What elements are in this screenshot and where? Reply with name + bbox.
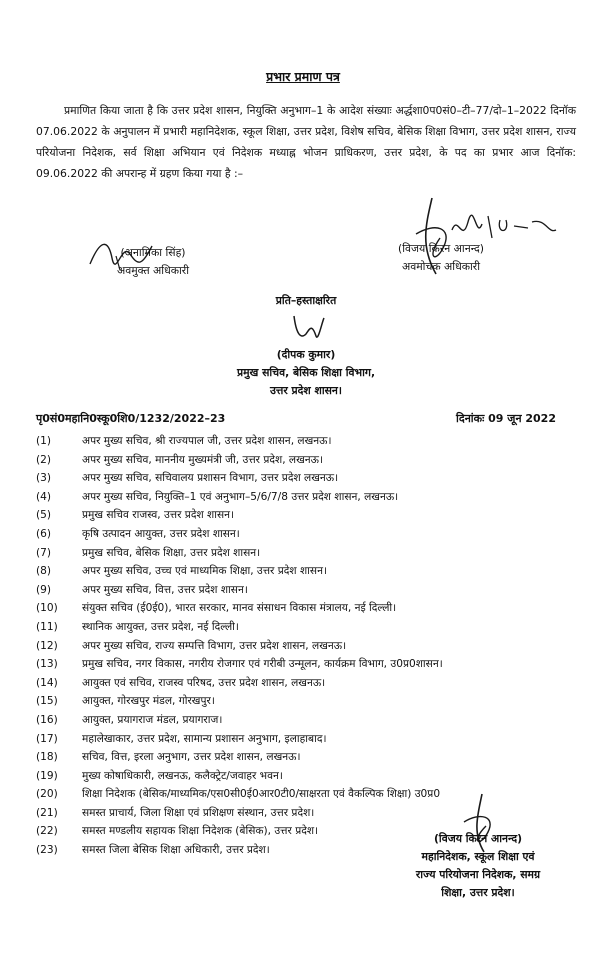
recipient-item bbox=[36, 506, 576, 525]
recipient-item bbox=[36, 525, 576, 544]
recipient-number: (18) bbox=[36, 751, 58, 764]
recipient-text: समस्त प्राचार्य, जिला शिक्षा एवं प्रशिक्षण संस्थान, उत्तर प्रदेश। bbox=[82, 806, 315, 819]
recipient-number: (5) bbox=[36, 509, 52, 522]
recipient-text: मुख्य कोषाधिकारी, लखनऊ, कलैक्ट्रेट/जवाहर भवन। bbox=[82, 769, 283, 782]
recipient-number: (4) bbox=[36, 490, 52, 503]
recipient-number: (23) bbox=[36, 844, 58, 857]
recipient-text: संयुक्त सचिव (ई0ई0), भारत सरकार, मानव संसाधन विकास मंत्रालय, नई दिल्ली। bbox=[82, 602, 397, 615]
recipient-item bbox=[36, 767, 576, 786]
recipient-item bbox=[36, 748, 576, 767]
recipient-number: (8) bbox=[36, 565, 52, 578]
final-signatory-line-1: महानिदेशक, स्कूल शिक्षा एवं bbox=[421, 850, 535, 863]
recipient-number: (9) bbox=[36, 583, 52, 596]
final-signatory-block bbox=[380, 830, 576, 902]
final-signatory-line-3: शिक्षा, उत्तर प्रदेश। bbox=[441, 886, 515, 899]
recipient-text: आयुक्त, गोरखपुर मंडल, गोरखपुर। bbox=[82, 695, 215, 708]
relieved-officer-role: अवमुक्त अधिकारी bbox=[116, 264, 190, 277]
recipient-number: (22) bbox=[36, 825, 58, 838]
recipient-number: (16) bbox=[36, 713, 58, 726]
recipient-number: (7) bbox=[36, 546, 52, 559]
recipient-item bbox=[36, 488, 576, 507]
recipient-text: सचिव, वित्त, इरला अनुभाग, उत्तर प्रदेश शासन, लखनऊ। bbox=[82, 751, 301, 764]
recipient-text: महालेखाकार, उत्तर प्रदेश, सामान्य प्रशासन अनुभाग, इलाहाबाद। bbox=[82, 732, 327, 745]
document-title: प्रभार प्रमाण पत्र bbox=[266, 69, 340, 84]
recipient-item bbox=[36, 730, 576, 749]
recipient-item bbox=[36, 674, 576, 693]
recipient-number: (2) bbox=[36, 453, 52, 466]
recipient-item bbox=[36, 599, 576, 618]
recipient-text: कृषि उत्पादन आयुक्त, उत्तर प्रदेश शासन। bbox=[82, 527, 240, 540]
recipient-number: (3) bbox=[36, 472, 52, 485]
recipient-text: अपर मुख्य सचिव, नियुक्ति–1 एवं अनुभाग–5/6/7/8 उत्तर प्रदेश शासन, लखनऊ। bbox=[82, 490, 399, 503]
final-signatory-line-2: राज्य परियोजना निदेशक, समग्र bbox=[415, 868, 541, 881]
relieving-officer-block bbox=[366, 240, 516, 276]
recipient-item bbox=[36, 618, 576, 637]
countersign-designation-1: प्रमुख सचिव, बेसिक शिक्षा विभाग, bbox=[236, 366, 376, 379]
countersign-name: (दीपक कुमार) bbox=[276, 348, 336, 361]
recipient-number: (15) bbox=[36, 695, 58, 708]
recipient-item bbox=[36, 469, 576, 488]
recipient-text: समस्त जिला बेसिक शिक्षा अधिकारी, उत्तर प्रदेश। bbox=[82, 844, 270, 857]
recipient-text: स्थानिक आयुक्त, उत्तर प्रदेश, नई दिल्ली। bbox=[82, 620, 239, 633]
recipient-text: आयुक्त एवं सचिव, राजस्व परिषद, उत्तर प्रदेश शासन, लखनऊ। bbox=[82, 676, 326, 689]
recipient-item bbox=[36, 637, 576, 656]
recipient-number: (1) bbox=[36, 435, 52, 447]
recipient-number: (20) bbox=[36, 788, 58, 801]
recipient-number: (10) bbox=[36, 602, 58, 615]
relieved-officer-name: (अनामिका सिंह) bbox=[120, 246, 186, 259]
recipient-text: अपर मुख्य सचिव, माननीय मुख्यमंत्री जी, उत्तर प्रदेश, लखनऊ। bbox=[82, 453, 323, 466]
relieved-officer-block bbox=[78, 244, 228, 280]
recipient-text: प्रमुख सचिव राजस्व, उत्तर प्रदेश शासन। bbox=[82, 509, 235, 522]
reference-number: पृ0सं0महानि0स्कू0शि0/1232/2022–23 bbox=[36, 412, 226, 425]
recipient-number: (21) bbox=[36, 806, 58, 819]
recipient-item bbox=[36, 544, 576, 563]
signature-countersign bbox=[288, 312, 328, 344]
recipient-text: शिक्षा निदेशक (बेसिक/माध्यमिक/एस0सी0ई0आर0टी0/साक्षरता एवं वैकल्पिक शिक्षा) उ0प्र0 bbox=[82, 788, 441, 801]
recipient-text: अपर मुख्य सचिव, सचिवालय प्रशासन विभाग, उत्तर प्रदेश लखनऊ। bbox=[82, 472, 339, 485]
reference-line bbox=[36, 411, 556, 426]
recipient-number: (13) bbox=[36, 658, 58, 671]
recipient-text: समस्त मण्डलीय सहायक शिक्षा निदेशक (बेसिक), उत्तर प्रदेश। bbox=[82, 825, 319, 838]
recipient-number: (12) bbox=[36, 639, 58, 652]
recipient-text: प्रमुख सचिव, नगर विकास, नगरीय रोजगार एवं गरीबी उन्मूलन, कार्यक्रम विभाग, उ0प्र0शासन। bbox=[82, 658, 443, 671]
recipient-item bbox=[36, 711, 576, 730]
relieving-officer-name: (विजय किरन आनन्द) bbox=[398, 242, 484, 255]
recipient-item bbox=[36, 581, 576, 600]
recipient-text: आयुक्त, प्रयागराज मंडल, प्रयागराज। bbox=[82, 713, 223, 726]
recipient-number: (14) bbox=[36, 676, 58, 689]
reference-date: दिनांकः 09 जून 2022 bbox=[456, 412, 556, 425]
countersign-label: प्रति–हस्ताक्षरित bbox=[275, 294, 337, 307]
countersign-block bbox=[176, 346, 436, 400]
final-signatory-name: (विजय किरन आनन्द) bbox=[433, 832, 523, 845]
recipient-number: (6) bbox=[36, 527, 52, 540]
recipient-number: (17) bbox=[36, 732, 58, 745]
recipient-item bbox=[36, 655, 576, 674]
recipient-item bbox=[36, 562, 576, 581]
recipient-text: अपर मुख्य सचिव, उच्च एवं माध्यमिक शिक्षा, उत्तर प्रदेश शासन। bbox=[82, 565, 327, 578]
relieving-officer-role: अवमोचक अधिकारी bbox=[401, 260, 481, 273]
recipient-text: अपर मुख्य सचिव, श्री राज्यपाल जी, उत्तर प्रदेश शासन, लखनऊ। bbox=[82, 435, 332, 447]
recipient-text: अपर मुख्य सचिव, वित्त, उत्तर प्रदेश शासन। bbox=[82, 583, 248, 596]
recipient-item bbox=[36, 432, 576, 451]
recipient-number: (19) bbox=[36, 769, 58, 782]
recipient-item bbox=[36, 692, 576, 711]
countersign-designation-2: उत्तर प्रदेश शासन। bbox=[269, 384, 343, 397]
certificate-paragraph: प्रमाणित किया जाता है कि उत्तर प्रदेश शासन, नियुक्ति अनुभाग–1 के आदेश संख्याः अर्द्धशा0प0सं0–टी–77/दो–1–2022 दिनॉक 07.06.2022 के अनुपालन में प्रभारी महानिदेशक, स्कूल शिक्षा, उत्तर प्रदेश, विशेष सचिव, बेसिक शिक्षा विभाग, उत्तर प्रदेश शासन, राज्य परियोजना निदेशक, सर्व शिक्षा अभियान एवं निदेशक मध्याह्न भोजन प्राधिकरण, उत्तर प्रदेश, के पद का प्रभार आज दिनॉक: 09.06.2022 की अपरान्ह में ग्रहण किया गया है :– bbox=[36, 104, 576, 180]
recipient-text: अपर मुख्य सचिव, राज्य सम्पत्ति विभाग, उत्तर प्रदेश शासन, लखनऊ। bbox=[82, 639, 347, 652]
recipient-number: (11) bbox=[36, 620, 58, 633]
recipient-text: प्रमुख सचिव, बेसिक शिक्षा, उत्तर प्रदेश शासन। bbox=[82, 546, 261, 559]
recipient-item bbox=[36, 451, 576, 470]
